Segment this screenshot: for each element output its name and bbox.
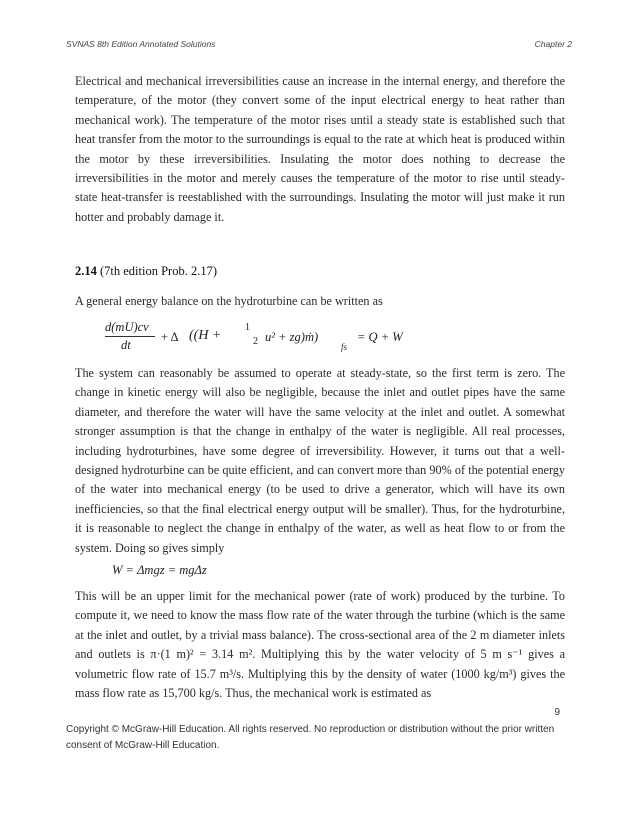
problem-reference: (7th edition Prob. 2.17): [100, 264, 218, 278]
page-header: [66, 39, 572, 53]
page-number: 9: [554, 707, 560, 718]
header-title: SVNAS 8th Edition Annotated Solutions: [66, 39, 216, 49]
one-half-denominator: 2: [253, 336, 258, 347]
fraction-numerator: d(mU)cv: [105, 320, 149, 334]
fraction-denominator: dt: [121, 338, 131, 352]
flowing-streams-subscript: fs: [341, 342, 348, 352]
bracket-h: ((H +: [189, 328, 222, 343]
mass-flow-paragraph: This will be an upper limit for the mechanical power (rate of work) produced by the turbine. To compute it, we need to know the mass flow rate of the water through the turbine (which is the same at the inlet and outlet, by a trivial mass balance). The cross-sectional area of the 2 m diameter inlets and outlets is π·(1 m)² = 3.14 m². Multiplying this by the water velocity of 5 m s⁻¹ gives a volumetric flow rate of 15.7 m³/s. Multiplying this by the density of water (1000 kg/m³) gives the mass flow rate as 15,700 kg/s. Thus, the mechanical work is estimated as: [75, 589, 565, 701]
work-equation: W = Δmgz = mgΔz: [112, 563, 207, 577]
plus-delta: + Δ: [161, 330, 179, 344]
fraction-bar: [105, 336, 155, 337]
paragraph-motor-irreversibilities: Electrical and mechanical irreversibilities cause an increase in the internal energy, and therefore the temperature, of the motor (they convert some of the input electrical energy to heat rather than mechanical work). The temperature of the motor rises until a steady state is established such that heat transfer from the motor to the surroundings is equal to the rate at which heat is produced within the motor by these irreversibilities. Insulating the motor does nothing to decrease the irreversibilities in the motor and merely causes the temperature of the motor to rise until steady-state heat-transfer is reestablished with the surroundings. Insulating the motor will just make it run hotter and probably damage it.: [75, 74, 565, 224]
equation-rhs: = Q + W: [357, 330, 403, 344]
energy-balance-equation: [105, 320, 405, 360]
one-half-numerator: 1: [245, 322, 250, 333]
copyright-footer: Copyright © McGraw-Hill Education. All rights reserved. No reproduction or distribution without the prior written consent of McGraw-Hill Education.: [66, 724, 555, 751]
energy-balance-intro: A general energy balance on the hydroturbine can be written as: [75, 294, 383, 308]
problem-number: 2.14: [75, 264, 97, 278]
problem-heading: [75, 264, 217, 279]
velocity-gravity-term: u² + zg)ṁ): [265, 330, 319, 344]
header-chapter: Chapter 2: [534, 39, 572, 49]
steady-state-paragraph: The system can reasonably be assumed to operate at steady-state, so the first term is zero. The change in kinetic energy will also be negligible, because the inlet and outlet pipes have the same diameter, and therefore the water will have the same velocity at the inlet and outlet. A somewhat stronger assumption is that the change in enthalpy of the water is negligible. All real processes, including hydroturbines, have some degree of irreversibility. However, it turns out that a well-designed hydroturbine can be quite efficient, and can convert more than 90% of the potential energy of the water into mechanical energy (to be used to drive a generator, which will have its own inefficiencies, so that the final electrical energy output will be smaller). Thus, for the hydroturbine, it is reasonable to neglect the change in enthalpy of the water, as well as heat flow to or from the system. Doing so gives simply: [75, 366, 565, 555]
